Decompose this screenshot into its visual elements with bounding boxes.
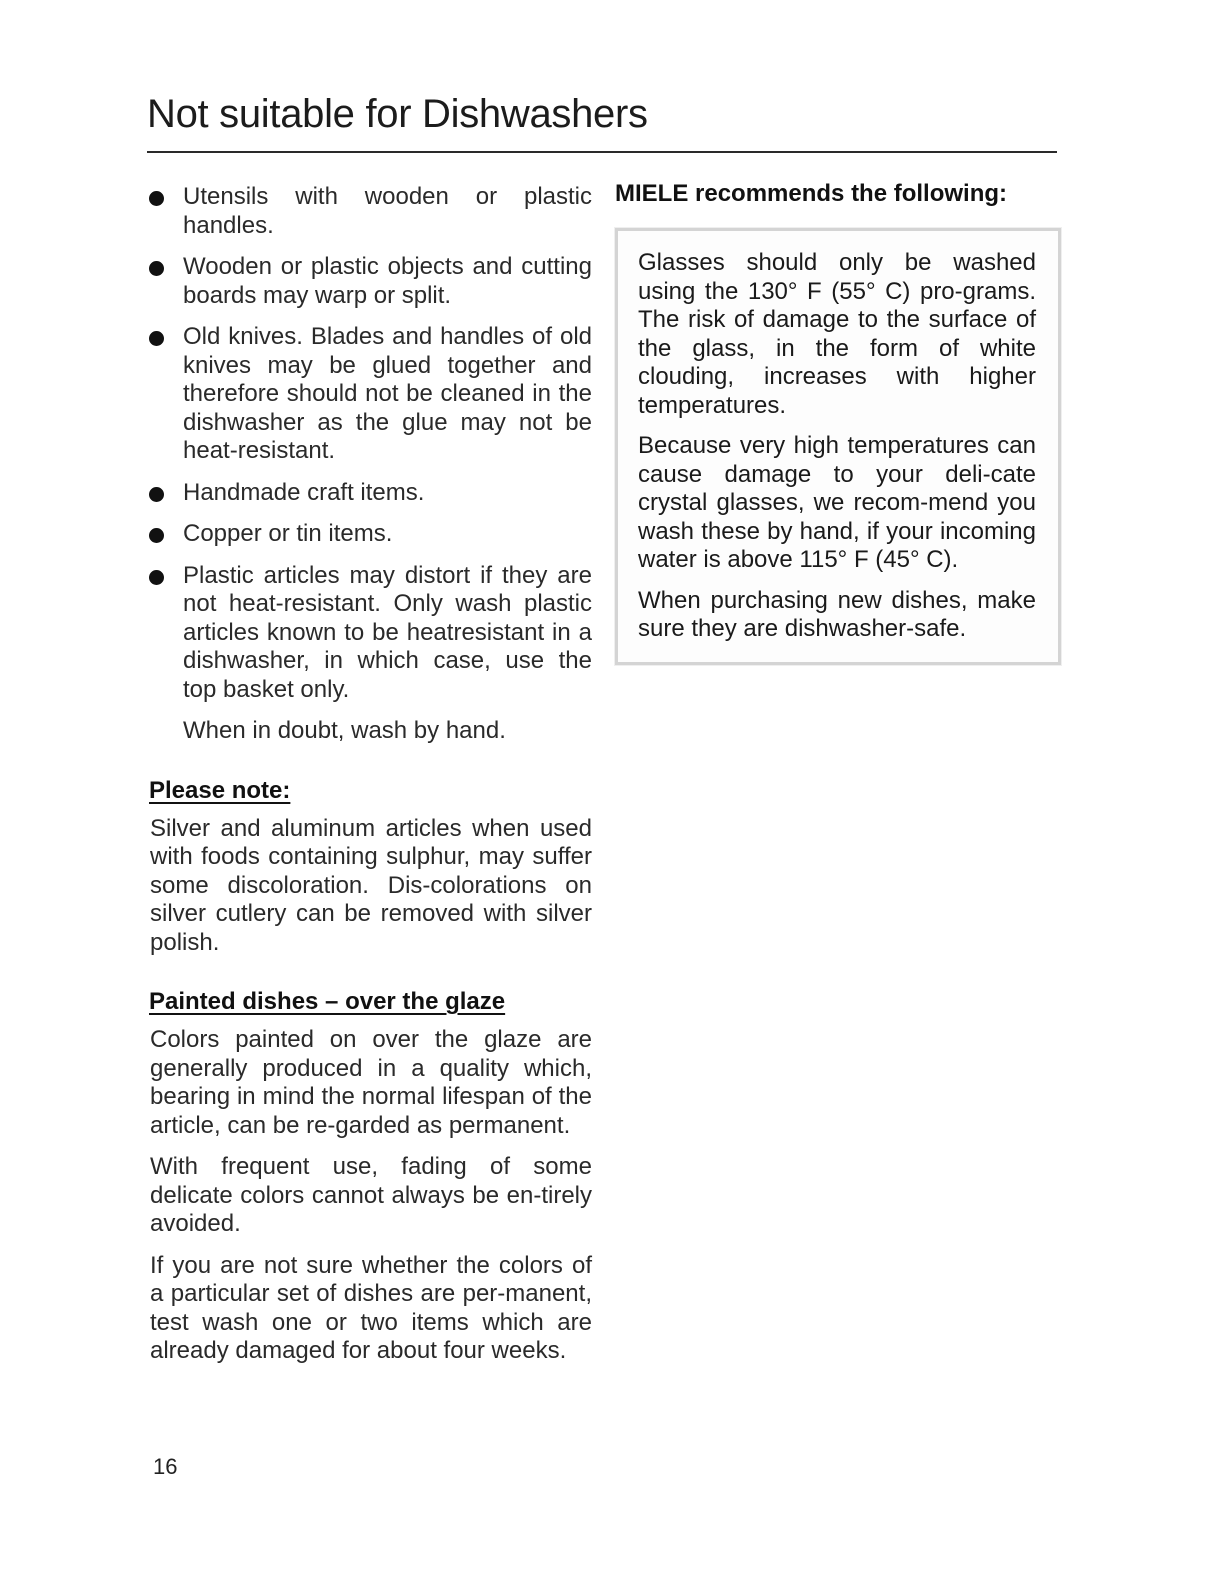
recommendation-paragraph: Because very high temperatures can cause damage to your deli-cate crystal glasses, we recom-mend you wash these by hand, if your incoming water is above 115° F (45° C). [638,432,1036,573]
please-note-text: Silver and aluminum articles when used with foods containing sulphur, may suffer some discoloration. Dis-colorations on silver cutlery can be removed with silver polish. [150,814,592,956]
title-divider [147,151,1057,153]
recommendation-paragraph: When purchasing new dishes, make sure they are dishwasher-safe. [638,586,1036,642]
doubt-note: When in doubt, wash by hand. [183,717,506,744]
recommendations-box [615,228,1061,665]
list-item-text: Handmade craft items. [183,478,425,506]
bullet-icon [149,570,164,585]
list-item-text: Plastic articles may distort if they are not heat-resistant. Only wash plastic articles known to be heatresistant in a dishwasher, in which case, use the top basket only. [183,561,592,703]
list-item [147,253,592,310]
unsuitable-items-list [147,183,592,704]
recommendation-paragraph: Glasses should only be washed using the 130° F (55° C) pro-grams. The risk of damage to the surface of the glass, in the form of white clouding, increases with higher temperatures. [638,249,1036,419]
bullet-icon [149,191,164,206]
page-title: Not suitable for Dishwashers [147,92,648,136]
recommendations-heading: MIELE recommends the following: [615,180,1008,207]
left-column [147,183,592,1379]
list-item-text: Wooden or plastic objects and cutting boards may warp or split. [183,253,592,309]
list-item [147,323,592,466]
painted-dishes-paragraph: If you are not sure whether the colors of a particular set of dishes are per-manent, test wash one or two items which are already damaged for about four weeks. [150,1251,592,1364]
right-column [615,180,1060,665]
list-item-text: Copper or tin items. [183,520,393,547]
page-number: 16 [153,1454,178,1479]
bullet-icon [149,487,164,502]
list-item-text: Old knives. Blades and handles of old knives may be glued together and therefore should not be cleaned in the dishwasher as the glue may not be heat-resistant. [183,323,592,464]
painted-dishes-paragraph: With frequent use, fading of some delicate colors cannot always be en-tirely avoided. [150,1153,592,1237]
painted-dishes-heading: Painted dishes – over the glaze [149,988,506,1015]
bullet-icon [149,331,164,346]
list-item [147,183,592,240]
painted-dishes-paragraph: Colors painted on over the glaze are generally produced in a quality which, bearing in mind the normal lifespan of the article, can be re-garded as permanent. [150,1026,592,1139]
list-item [147,479,592,508]
list-item-text: Utensils with wooden or plastic handles. [183,183,592,239]
list-item [147,520,592,549]
bullet-icon [149,261,164,276]
list-item [147,562,592,705]
please-note-heading: Please note: [149,776,291,804]
bullet-icon [149,528,164,543]
